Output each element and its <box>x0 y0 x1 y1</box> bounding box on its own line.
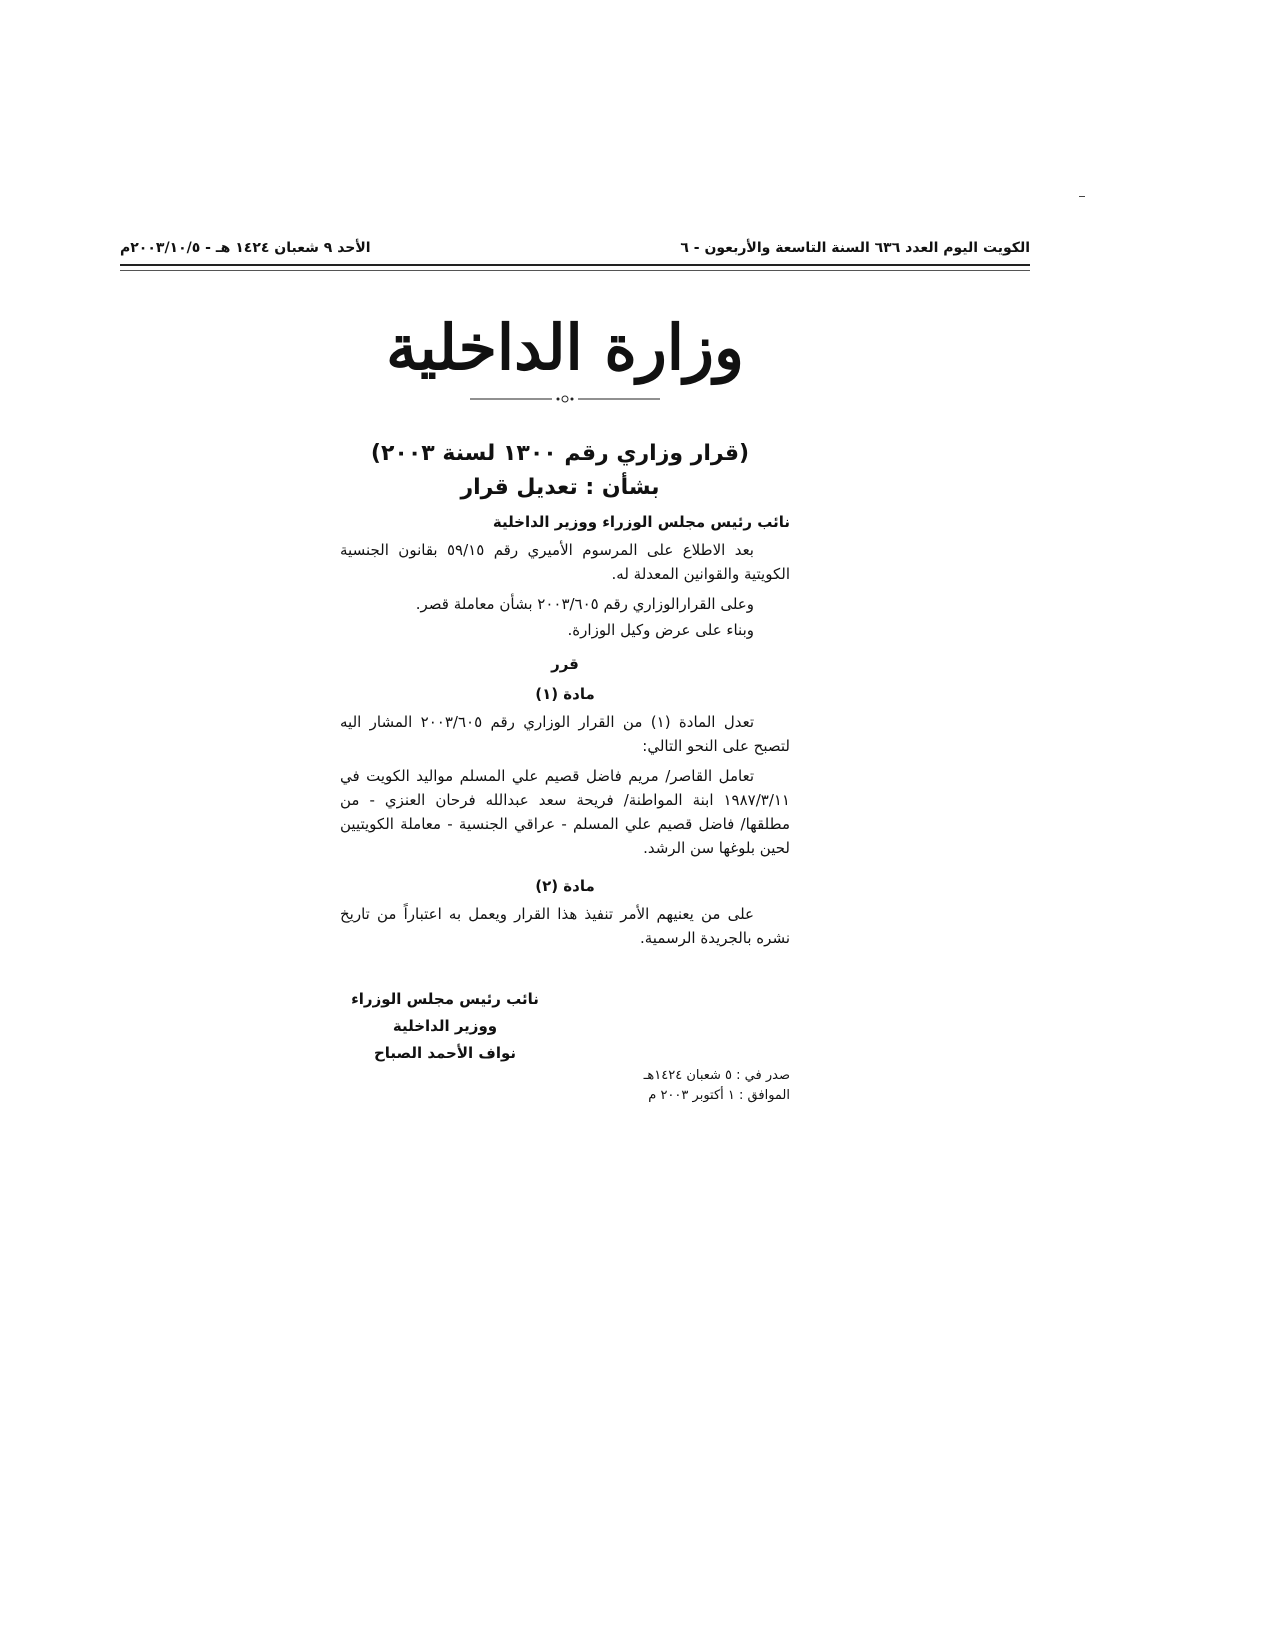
preamble-proposal: وبناء على عرض وكيل الوزارة. <box>567 621 754 639</box>
gazette-date-header: الأحد ٩ شعبان ١٤٢٤ هـ - ٢٠٠٣/١٠/٥م <box>120 240 371 256</box>
ministry-title: وزارة الداخلية <box>386 311 744 384</box>
header-rule-thick <box>120 264 1030 266</box>
issuer-line: نائب رئيس مجلس الوزراء ووزير الداخلية <box>492 513 790 531</box>
article-1-text: تعامل القاصر/ مريم فاضل قصيم علي المسلم مواليد الكويت في ١٩٨٧/٣/١١ ابنة المواطنة/ فريحة سعد عبدالله فرحان العنزي - من مطلقها/ فاضل قصيم علي المسلم - عراقي الجنسية - معاملة الكويتيين لحين بلوغها سن الرشد. <box>340 767 790 857</box>
decided-heading: قرر <box>551 655 579 673</box>
article-1-intro: تعدل المادة (١) من القرار الوزاري رقم ٢٠٠٣/٦٠٥ المشار اليه لتصبح على النحو التالي: <box>340 713 790 755</box>
stray-mark <box>1079 196 1085 197</box>
decision-title: (قرار وزاري رقم ١٣٠٠ لسنة ٢٠٠٣) <box>370 441 750 466</box>
title-ornament <box>470 392 660 406</box>
issue-date-hijri: صدر في : ٥ شعبان ١٤٢٤هـ <box>643 1068 790 1083</box>
signature-name: نواف الأحمد الصباح <box>373 1044 516 1062</box>
gazette-issue-header: الكويت اليوم العدد ٦٣٦ السنة التاسعة والأربعون - ٦ <box>680 240 1030 256</box>
preamble-decree: بعد الاطلاع على المرسوم الأميري رقم ٥٩/١٥ بقانون الجنسية الكويتية والقوانين المعدلة له. <box>340 541 790 583</box>
article-2-text: على من يعنيهم الأمر تنفيذ هذا القرار ويعمل به اعتباراً من تاريخ نشره بالجريدة الرسمية. <box>340 905 790 947</box>
signature-role: ووزير الداخلية <box>392 1017 498 1035</box>
preamble-prior-decision: وعلى القرارالوزاري رقم ٢٠٠٣/٦٠٥ بشأن معاملة قصر. <box>415 595 754 613</box>
article-2-heading: مادة (٢) <box>535 877 595 895</box>
article-1-heading: مادة (١) <box>535 685 595 703</box>
issue-date-gregorian: الموافق : ١ أكتوبر ٢٠٠٣ م <box>648 1088 790 1103</box>
header-rule-thin <box>120 270 1030 271</box>
decision-subject: بشأن : تعديل قرار <box>460 475 660 500</box>
signature-title: نائب رئيس مجلس الوزراء <box>351 990 539 1008</box>
